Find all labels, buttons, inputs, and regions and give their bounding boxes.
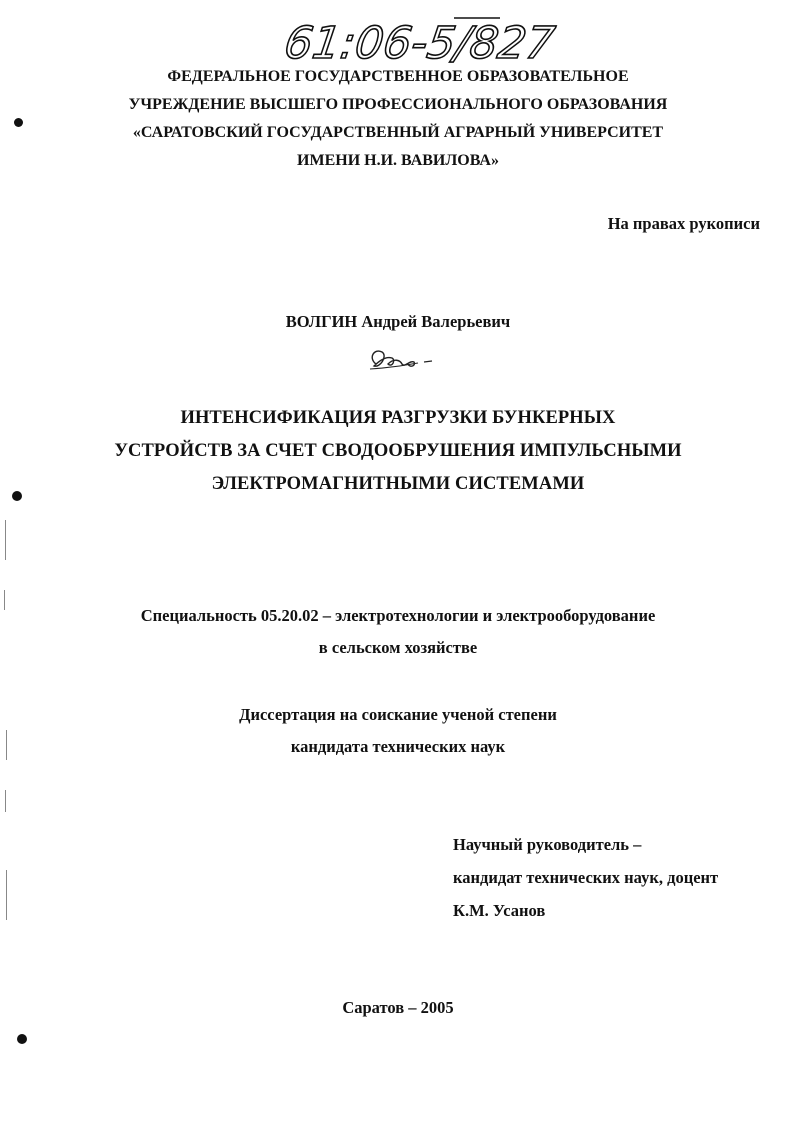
title-line-3: ЭЛЕКТРОМАГНИТНЫМИ СИСТЕМАМИ [211, 474, 585, 494]
scan-speck [6, 870, 7, 920]
specialty-line-1: Специальность 05.20.02 – электротехнологии и электрооборудование [140, 606, 656, 625]
scan-mark [12, 491, 22, 501]
author-name: ВОЛГИН Андрей Валерьевич [285, 312, 511, 331]
rights-note: На правах рукописи [607, 214, 760, 233]
scan-speck [5, 790, 6, 812]
scan-speck [6, 730, 7, 760]
institution-line-1: ФЕДЕРАЛЬНОЕ ГОСУДАРСТВЕННОЕ ОБРАЗОВАТЕЛЬНОЕ [167, 68, 629, 85]
supervisor-degree: кандидат технических наук, доцент [453, 868, 719, 887]
scan-speck [5, 520, 6, 560]
scan-speck [4, 590, 5, 610]
title-line-2: УСТРОЙСТВ ЗА СЧЕТ СВОДООБРУШЕНИЯ ИМПУЛЬСНЫМИ [114, 441, 682, 461]
specialty-line-2: в сельском хозяйстве [318, 638, 478, 657]
supervisor-role: Научный руководитель – [453, 835, 642, 854]
dissertation-line-1: Диссертация на соискание ученой степени [239, 705, 557, 724]
institution-line-3: «САРАТОВСКИЙ ГОСУДАРСТВЕННЫЙ АГРАРНЫЙ УНИВЕРСИТЕТ [132, 124, 664, 141]
institution-line-2: УЧРЕЖДЕНИЕ ВЫСШЕГО ПРОФЕССИОНАЛЬНОГО ОБРАЗОВАНИЯ [128, 96, 668, 113]
author-signature [366, 342, 436, 376]
archive-code-text: 61:06-5/827 [281, 18, 558, 69]
institution-line-4: ИМЕНИ Н.И. ВАВИЛОВА» [297, 152, 499, 169]
scan-mark [14, 118, 23, 127]
scan-mark [17, 1034, 27, 1044]
handwritten-archive-code [281, 6, 558, 76]
dissertation-line-2: кандидата технических наук [290, 737, 506, 756]
city-year: Саратов – 2005 [342, 998, 454, 1017]
title-line-1: ИНТЕНСИФИКАЦИЯ РАЗГРУЗКИ БУНКЕРНЫХ [180, 408, 616, 428]
supervisor-name: К.М. Усанов [453, 901, 546, 920]
